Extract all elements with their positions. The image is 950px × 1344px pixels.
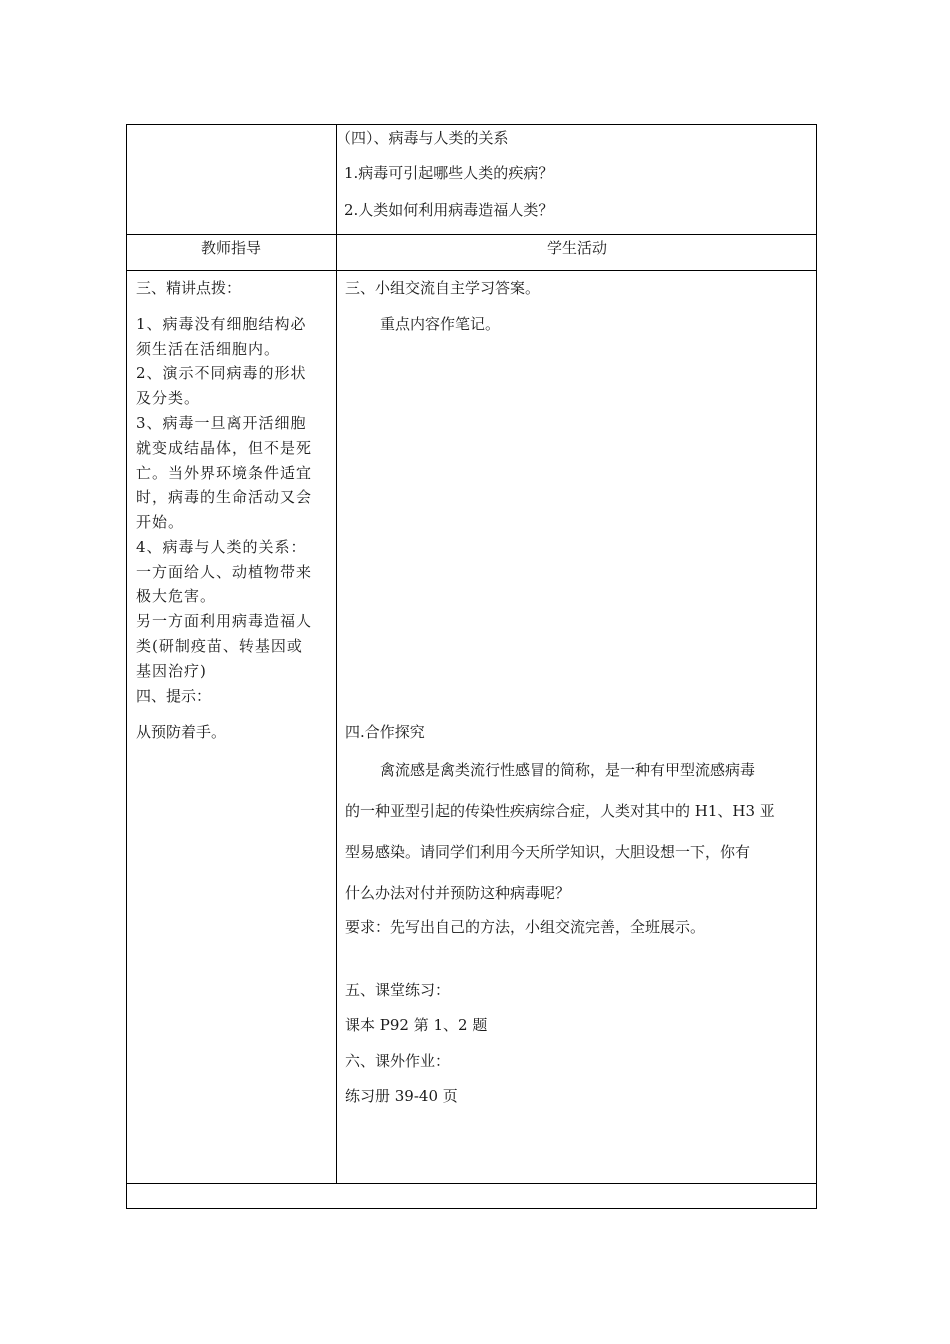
teacher-point-3-line-1: 3、病毒一旦离开活细胞 xyxy=(136,414,307,432)
student-section-5-title: 五、课堂练习： xyxy=(345,981,451,999)
student-section-4-requirement: 要求：先写出自己的方法，小组交流完善，全班展示。 xyxy=(345,918,706,936)
student-section-3-title: 三、小组交流自主学习答案。 xyxy=(345,279,541,297)
student-section-4-line-3: 型易感染。请同学们利用今天所学知识，大胆设想一下，你有 xyxy=(345,843,751,861)
row-divider-header-bottom xyxy=(126,270,817,271)
top-question-2: 2.人类如何利用病毒造福人类？ xyxy=(344,201,554,219)
teacher-point-1-line-2: 须生活在活细胞内。 xyxy=(136,340,281,358)
teacher-section-3-title: 三、精讲点拨： xyxy=(136,279,242,297)
teacher-point-1-line-1: 1、病毒没有细胞结构必 xyxy=(136,315,307,333)
row-divider-footer xyxy=(126,1183,817,1184)
teacher-point-3-line-2: 就变成结晶体，但不是死 xyxy=(136,439,313,457)
student-section-4-title: 四.合作探究 xyxy=(345,723,425,741)
top-question-1: 1.病毒可引起哪些人类的疾病？ xyxy=(344,164,554,182)
teacher-point-2-line-1: 2、演示不同病毒的形状 xyxy=(136,364,307,382)
student-column-header: 学生活动 xyxy=(546,239,607,257)
column-divider xyxy=(336,124,337,1184)
teacher-point-3-line-4: 时，病毒的生命活动又会 xyxy=(136,488,313,506)
top-heading: （四）、病毒与人类的关系 xyxy=(336,129,509,147)
teacher-point-4-line-3: 极大危害。 xyxy=(136,587,217,605)
student-section-3-note: 重点内容作笔记。 xyxy=(380,315,501,333)
teacher-point-2-line-2: 及分类。 xyxy=(136,389,201,407)
student-section-4-line-1: 禽流感是禽类流行性感冒的简称，是一种有甲型流感病毒 xyxy=(380,761,756,779)
student-section-4-line-4: 什么办法对付并预防这种病毒呢？ xyxy=(345,884,571,902)
teacher-column-header: 教师指导 xyxy=(200,239,261,257)
student-section-4-line-2: 的一种亚型引起的传染性疾病综合症，人类对其中的 H1、H3 亚 xyxy=(345,802,775,820)
teacher-point-4-line-6: 基因治疗) xyxy=(136,662,207,680)
teacher-point-4-line-4: 另一方面利用病毒造福人 xyxy=(136,612,313,630)
teacher-point-4-line-5: 类(研制疫苗、转基因或 xyxy=(136,637,303,655)
teacher-section-4-title: 四、提示： xyxy=(136,687,212,705)
student-section-5-text: 课本 P92 第 1、2 题 xyxy=(345,1016,488,1034)
teacher-point-4-line-1: 4、病毒与人类的关系： xyxy=(136,538,307,556)
teacher-point-3-line-5: 开始。 xyxy=(136,513,185,531)
row-divider-header-top xyxy=(126,234,817,235)
student-section-6-title: 六、课外作业： xyxy=(345,1052,451,1070)
student-section-6-text: 练习册 39-40 页 xyxy=(345,1087,458,1105)
teacher-section-4-text: 从预防着手。 xyxy=(136,723,227,741)
teacher-point-3-line-3: 亡。当外界环境条件适宜 xyxy=(136,464,313,482)
teacher-point-4-line-2: 一方面给人、动植物带来 xyxy=(136,563,313,581)
